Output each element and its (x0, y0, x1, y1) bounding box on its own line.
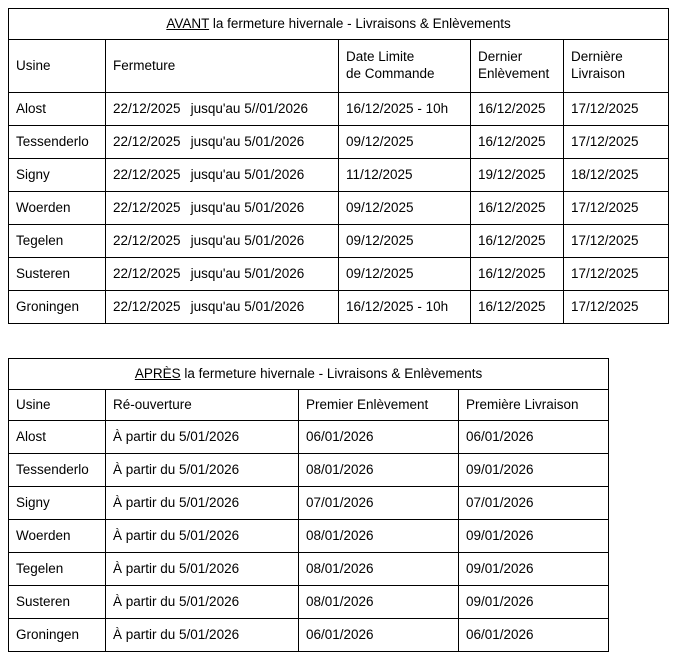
cell-usine: Tegelen (9, 553, 106, 586)
cell-premier-enlevement: 06/01/2026 (299, 421, 459, 454)
col-header-usine: Usine (9, 390, 106, 421)
cell-date-limite-commande: 09/12/2025 (339, 258, 471, 291)
cell-fermeture-fin: jusqu'au 5/01/2026 (190, 265, 305, 281)
cell-premier-enlevement: 07/01/2026 (299, 487, 459, 520)
table-row (9, 291, 669, 324)
cell-fermeture (106, 93, 339, 126)
cell-fermeture (106, 225, 339, 258)
cell-derniere-livraison: 17/12/2025 (564, 192, 669, 225)
table-row (9, 586, 609, 619)
cell-premiere-livraison: 09/01/2026 (459, 553, 609, 586)
cell-dernier-enlevement: 16/12/2025 (471, 93, 564, 126)
cell-reouverture: À partir du 5/01/2026 (106, 454, 299, 487)
cell-usine: Susteren (9, 258, 106, 291)
cell-dernier-enlevement: 19/12/2025 (471, 159, 564, 192)
table-apres-header-row (9, 390, 609, 421)
col-header-premiere-livraison: Première Livraison (459, 390, 609, 421)
cell-premiere-livraison: 09/01/2026 (459, 520, 609, 553)
cell-date-limite-commande: 09/12/2025 (339, 192, 471, 225)
cell-premiere-livraison: 06/01/2026 (459, 619, 609, 652)
cell-fermeture-fin: jusqu'au 5/01/2026 (190, 298, 305, 314)
cell-fermeture-fin: jusqu'au 5/01/2026 (190, 199, 305, 215)
cell-fermeture-debut: 22/12/2025 (113, 133, 181, 149)
cell-premiere-livraison: 09/01/2026 (459, 454, 609, 487)
cell-reouverture: À partir du 5/01/2026 (106, 553, 299, 586)
cell-derniere-livraison: 17/12/2025 (564, 258, 669, 291)
cell-premier-enlevement: 08/01/2026 (299, 586, 459, 619)
cell-fermeture-fin: jusqu'au 5/01/2026 (190, 166, 305, 182)
cell-fermeture-fin: jusqu'au 5/01/2026 (190, 232, 305, 248)
cell-premiere-livraison: 09/01/2026 (459, 586, 609, 619)
cell-date-limite-commande: 16/12/2025 - 10h (339, 93, 471, 126)
cell-dernier-enlevement: 16/12/2025 (471, 291, 564, 324)
cell-premier-enlevement: 08/01/2026 (299, 520, 459, 553)
cell-fermeture-debut: 22/12/2025 (113, 232, 181, 248)
cell-date-limite-commande: 16/12/2025 - 10h (339, 291, 471, 324)
table-apres-title-rest: la fermeture hivernale - Livraisons & Enlèvements (180, 365, 483, 381)
cell-usine: Groningen (9, 291, 106, 324)
table-apres-title-keyword: APRÈS (134, 365, 181, 381)
table-row (9, 520, 609, 553)
col-header-dernier-enlevement: Dernier Enlèvement (471, 40, 564, 93)
table-avant-title-keyword: AVANT (166, 15, 210, 31)
table-row (9, 487, 609, 520)
cell-dernier-enlevement: 16/12/2025 (471, 126, 564, 159)
cell-usine: Alost (9, 93, 106, 126)
cell-fermeture-fin: jusqu'au 5/01/2026 (190, 133, 305, 149)
cell-reouverture: À partir du 5/01/2026 (106, 586, 299, 619)
table-avant-fermeture (8, 8, 669, 324)
cell-fermeture-debut: 22/12/2025 (113, 166, 181, 182)
table-row (9, 126, 669, 159)
cell-fermeture (106, 126, 339, 159)
cell-derniere-livraison: 17/12/2025 (564, 291, 669, 324)
table-row (9, 258, 669, 291)
cell-fermeture-debut: 22/12/2025 (113, 298, 181, 314)
cell-usine: Tessenderlo (9, 126, 106, 159)
table-row (9, 159, 669, 192)
cell-premier-enlevement: 08/01/2026 (299, 553, 459, 586)
cell-derniere-livraison: 17/12/2025 (564, 225, 669, 258)
cell-reouverture: À partir du 5/01/2026 (106, 487, 299, 520)
cell-usine: Alost (9, 421, 106, 454)
cell-fermeture-debut: 22/12/2025 (113, 100, 181, 116)
cell-premier-enlevement: 08/01/2026 (299, 454, 459, 487)
table-row (9, 421, 609, 454)
cell-derniere-livraison: 18/12/2025 (564, 159, 669, 192)
cell-usine: Signy (9, 159, 106, 192)
table-avant-title (9, 9, 669, 40)
table-row (9, 225, 669, 258)
col-header-usine: Usine (9, 40, 106, 93)
cell-usine: Woerden (9, 192, 106, 225)
cell-date-limite-commande: 09/12/2025 (339, 126, 471, 159)
cell-dernier-enlevement: 16/12/2025 (471, 258, 564, 291)
table-avant-body (9, 93, 669, 324)
cell-reouverture: À partir du 5/01/2026 (106, 421, 299, 454)
table-row (9, 93, 669, 126)
cell-fermeture (106, 159, 339, 192)
table-row (9, 454, 609, 487)
cell-reouverture: À partir du 5/01/2026 (106, 619, 299, 652)
cell-fermeture (106, 192, 339, 225)
cell-date-limite-commande: 11/12/2025 (339, 159, 471, 192)
cell-fermeture-fin: jusqu'au 5//01/2026 (190, 100, 309, 116)
table-avant-title-row (9, 9, 669, 40)
cell-usine: Tessenderlo (9, 454, 106, 487)
col-header-reouverture: Ré-ouverture (106, 390, 299, 421)
cell-fermeture-debut: 22/12/2025 (113, 265, 181, 281)
cell-derniere-livraison: 17/12/2025 (564, 93, 669, 126)
cell-premiere-livraison: 06/01/2026 (459, 421, 609, 454)
cell-usine: Susteren (9, 586, 106, 619)
cell-usine: Groningen (9, 619, 106, 652)
cell-derniere-livraison: 17/12/2025 (564, 126, 669, 159)
table-row (9, 619, 609, 652)
cell-premier-enlevement: 06/01/2026 (299, 619, 459, 652)
table-apres-title-row (9, 359, 609, 390)
col-header-date-limite-commande: Date Limite de Commande (339, 40, 471, 93)
col-header-fermeture: Fermeture (106, 40, 339, 93)
cell-dernier-enlevement: 16/12/2025 (471, 225, 564, 258)
cell-fermeture (106, 258, 339, 291)
cell-dernier-enlevement: 16/12/2025 (471, 192, 564, 225)
cell-usine: Signy (9, 487, 106, 520)
table-apres-title (9, 359, 609, 390)
cell-reouverture: À partir du 5/01/2026 (106, 520, 299, 553)
table-row (9, 192, 669, 225)
table-row (9, 553, 609, 586)
table-avant-title-rest: la fermeture hivernale - Livraisons & Enlèvements (209, 15, 511, 31)
col-header-premier-enlevement: Premier Enlèvement (299, 390, 459, 421)
cell-date-limite-commande: 09/12/2025 (339, 225, 471, 258)
cell-premiere-livraison: 07/01/2026 (459, 487, 609, 520)
table-apres-fermeture (8, 358, 609, 652)
cell-fermeture-debut: 22/12/2025 (113, 199, 181, 215)
cell-usine: Woerden (9, 520, 106, 553)
table-apres-body (9, 421, 609, 652)
cell-fermeture (106, 291, 339, 324)
table-avant-header-row (9, 40, 669, 93)
cell-usine: Tegelen (9, 225, 106, 258)
col-header-derniere-livraison: Dernière Livraison (564, 40, 669, 93)
